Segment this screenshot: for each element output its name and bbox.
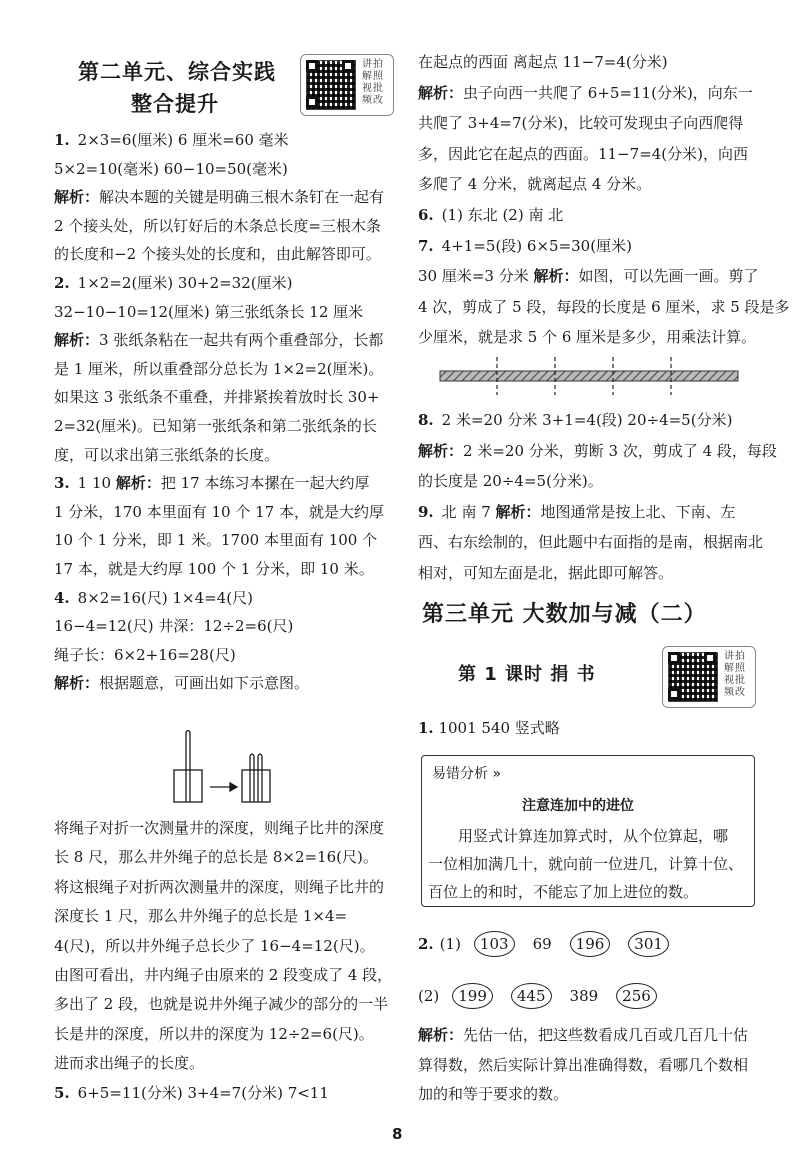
line-text: 2=32(厘米)。已知第一张纸条和第二张纸条的长	[54, 417, 377, 435]
error-analysis-box	[421, 755, 755, 907]
text-line	[418, 1055, 748, 1075]
hatched-strip	[440, 371, 738, 381]
text-line	[54, 936, 375, 956]
line-text: 将绳子对折一次测量井的深度，则绳子比井的深度	[54, 819, 385, 837]
line-text: 6+5=11(分米) 3+4=7(分米) 7<11	[77, 1083, 329, 1102]
line-text: 多爬了 4 分米，就离起点 4 分米。	[418, 175, 652, 194]
text-line	[54, 159, 288, 179]
line-text: 少厘米，就是求 5 个 6 厘米是多少，用乘法计算。	[418, 328, 757, 347]
qr-finder-icon	[342, 60, 354, 72]
question-number: 5.	[54, 1083, 70, 1102]
question-number: 1.	[54, 131, 70, 149]
line-text: 将这根绳子对折两次测量井的深度，则绳子比井的	[54, 877, 385, 896]
line-text: 多出了 2 段，也就是说井外绳子减少的部分的一半	[54, 995, 389, 1014]
text-line	[418, 563, 673, 583]
line-text: 1 分米，170 本里面有 10 个 17 本，就是大约厚	[54, 502, 384, 521]
text-line	[54, 273, 292, 293]
rope-well-diagram	[170, 730, 280, 805]
circled-number: 196	[570, 931, 611, 957]
circled-number: 256	[616, 983, 657, 1009]
text-line	[418, 83, 753, 103]
text-line	[54, 359, 383, 379]
text-line	[418, 502, 736, 522]
analysis-label: 解析：	[115, 474, 161, 493]
arrow	[210, 783, 237, 791]
line-text: 2 个接头处，所以钉好后的木条总长度=三根木条	[54, 216, 381, 235]
unit2-title-line2: 整合提升	[131, 92, 219, 116]
line-text: 解决本题的关键是明确三根木条钉在一起有	[99, 188, 385, 207]
line-text: 多，因此它在起点的西面。11−7=4(分米)，向西	[418, 144, 749, 163]
text-line	[54, 416, 377, 436]
text-line	[54, 244, 381, 264]
page-number: 8	[392, 1125, 403, 1143]
line-text: 的长度是 20÷4=5(分米)。	[418, 472, 603, 491]
line-text: 绳子长：6×2+16=28(尺)	[54, 645, 236, 664]
q2-row	[418, 930, 678, 958]
question-number: 7.	[418, 236, 434, 255]
line-text: 4(尺)，所以井外绳子总长少了 16−4=12(尺)。	[54, 936, 375, 955]
text-line	[54, 502, 384, 522]
text-line	[54, 445, 279, 465]
line-text: 4+1=5(段) 6×5=30(厘米)	[441, 236, 632, 255]
line-text: 2 米=20 分米 3+1=4(段) 20÷4=5(分米)	[441, 411, 733, 429]
plain-number: 69	[532, 935, 552, 953]
qr-caption: 讲拍解照视批频改	[724, 651, 746, 698]
text-line	[54, 847, 378, 867]
line-text: 32−10−10=12(厘米) 第三张纸条长 12 厘米	[54, 302, 364, 321]
line-text: 长 8 尺，那么井外绳子的总长是 8×2=16(尺)。	[54, 848, 378, 867]
plain-number: 389	[569, 987, 599, 1005]
text-line	[54, 1083, 329, 1103]
text-line	[54, 530, 377, 550]
analysis-label: 解析：	[54, 331, 100, 350]
line-text: (1) 东北 (2) 南 北	[441, 206, 564, 224]
text-line	[54, 1053, 204, 1073]
line-text: 根据题意，可画出如下示意图。	[99, 674, 310, 693]
text-line	[54, 645, 236, 665]
line-text: 虫子向西一共爬了 6+5=11(分米)，向东一	[463, 83, 753, 102]
text-line	[54, 187, 384, 207]
line-text: 10 个 1 分米，即 1 米。1700 本里面有 100 个	[54, 531, 378, 550]
qr-caption: 讲拍解照视批频改	[362, 59, 384, 106]
line-text: 4 次，剪成了 5 段，每段的长度是 6 厘米，求 5 段是多	[418, 297, 790, 316]
line-text: 30 厘米=3 分米	[418, 267, 534, 286]
lesson-title: 第 1 课时 捐 书	[458, 664, 596, 685]
text-line	[418, 174, 651, 194]
circled-number: 103	[474, 931, 515, 957]
text-line	[54, 994, 388, 1014]
text-line	[54, 330, 383, 350]
line-text: 北 南 7	[441, 502, 496, 521]
analysis-label: 解析：	[533, 267, 579, 286]
unit3-qr-panel[interactable]	[662, 646, 756, 708]
text-line	[54, 387, 380, 407]
qr-finder-icon	[306, 96, 318, 108]
error-box-title: 注意连加中的进位	[522, 798, 634, 814]
text-line	[54, 965, 392, 985]
qr-finder-icon	[668, 688, 680, 700]
text-line	[418, 144, 748, 164]
text-line	[418, 532, 763, 552]
unit3-title: 第三单元 大数加与减（二）	[422, 602, 707, 627]
text-line	[418, 113, 743, 133]
error-box-header: 易错分析 »	[432, 766, 502, 782]
line-text: 5×2=10(毫米) 60−10=50(毫米)	[54, 159, 288, 178]
line-text: 在起点的西面 离起点 11−7=4(分米)	[418, 53, 668, 71]
qr-finder-icon	[668, 652, 680, 664]
qr-finder-icon	[704, 652, 716, 664]
line-text: 共爬了 3+4=7(分米)，比较可发现虫子向西爬得	[418, 114, 744, 133]
question-number: 3.	[54, 474, 70, 493]
line-text: 长是井的深度，所以井的深度为 12÷2=6(尺)。	[54, 1024, 374, 1043]
q1-num: 1.	[418, 719, 434, 737]
line-text: 如果这 3 张纸条不重叠，并排紧挨着放时长 30+	[54, 388, 380, 407]
error-box-line: 用竖式计算连加算式时，从个位算起，哪	[458, 827, 729, 845]
line-text: 1 10	[77, 474, 116, 493]
line-text: 把 17 本练习本摞在一起大约厚	[160, 474, 370, 493]
q1-text: 1001 540 竖式略	[438, 719, 560, 737]
q1-answer	[418, 718, 560, 738]
text-line	[418, 236, 632, 256]
text-line	[54, 1024, 374, 1044]
q2-part-label: (2)	[418, 987, 440, 1005]
q2-part-label: (1)	[439, 935, 461, 953]
qr-finder-icon	[306, 60, 318, 72]
text-line	[54, 473, 369, 493]
text-line	[418, 52, 668, 72]
line-text: 算得数，然后实际计算出准确得数，看哪几个数相	[418, 1055, 749, 1074]
q2-row	[418, 982, 666, 1010]
line-text: 地图通常是按上北、下南、左	[540, 502, 736, 521]
line-text: 加的和等于要求的数。	[418, 1085, 569, 1103]
question-number: 2.	[418, 935, 434, 953]
text-line	[54, 818, 384, 838]
analysis-label: 解析：	[54, 674, 100, 693]
analysis-label: 解析：	[418, 441, 464, 460]
line-text: 进而求出绳子的长度。	[54, 1054, 205, 1073]
line-text: 2×3=6(厘米) 6 厘米=60 毫米	[77, 131, 289, 149]
text-line	[54, 673, 309, 693]
line-text: 是 1 厘米，所以重叠部分总长为 1×2=2(厘米)。	[54, 359, 384, 378]
text-line	[54, 130, 289, 150]
circled-number: 445	[511, 983, 552, 1009]
text-line	[418, 1025, 748, 1045]
line-text: 相对，可知左面是北，据此即可解答。	[418, 564, 674, 582]
line-text: 由图可看出，井内绳子由原来的 2 段变成了 4 段，	[54, 966, 393, 984]
line-text: 先估一估，把这些数看成几百或几百几十估	[463, 1026, 749, 1044]
text-line	[418, 297, 790, 317]
analysis-label: 解析：	[495, 502, 541, 521]
text-line	[418, 266, 759, 286]
text-line	[418, 1084, 568, 1104]
line-text: 深度长 1 尺，那么井外绳子的总长是 1×4=	[54, 907, 348, 926]
text-line	[418, 327, 756, 347]
text-line	[54, 588, 253, 608]
text-line	[54, 616, 293, 636]
circled-number: 199	[452, 983, 493, 1009]
text-line	[418, 471, 603, 491]
error-box-line: 一位相加满几十，就向前一位进几，计算十位、	[428, 855, 744, 873]
text-line	[54, 302, 363, 322]
text-line	[418, 205, 563, 225]
text-line	[54, 906, 347, 926]
analysis-label: 解析：	[418, 83, 464, 102]
line-text: 如图，可以先画一画。剪了	[578, 267, 759, 286]
text-line	[54, 877, 384, 897]
analysis-label: 解析：	[418, 1026, 464, 1044]
analysis-label: 解析：	[54, 188, 100, 207]
line-text: 8×2=16(尺) 1×4=4(尺)	[77, 588, 253, 607]
line-text: 2 米=20 分米，剪断 3 次，剪成了 4 段，每段	[463, 441, 777, 460]
question-number: 2.	[54, 274, 70, 292]
well-before	[174, 731, 202, 803]
line-text: 西、右东绘制的，但此题中右面指的是南，根据南北	[418, 533, 764, 552]
line-text: 的长度和−2 个接头处的长度和，由此解答即可。	[54, 245, 381, 264]
well-after	[242, 754, 270, 802]
cut-strip-diagram	[436, 355, 748, 399]
text-line	[54, 559, 374, 579]
question-number: 8.	[418, 411, 434, 429]
line-text: 1×2=2(厘米) 30+2=32(厘米)	[77, 274, 293, 292]
question-number: 6.	[418, 206, 434, 224]
circled-number: 301	[628, 931, 669, 957]
line-text: 17 本，就是大约厚 100 个 1 分米，即 10 米。	[54, 560, 374, 578]
question-number: 9.	[418, 502, 434, 521]
line-text: 度，可以求出第三张纸条的长度。	[54, 445, 280, 464]
error-box-line: 百位上的和时，不能忘了加上进位的数。	[428, 883, 699, 901]
text-line	[418, 441, 777, 461]
text-line	[54, 216, 381, 236]
line-text: 3 张纸条粘在一起共有两个重叠部分，长都	[99, 331, 384, 350]
unit2-qr-panel[interactable]	[300, 54, 394, 116]
line-text: 16−4=12(尺) 井深：12÷2=6(尺)	[54, 617, 294, 636]
unit2-title-line1: 第二单元、综合实践	[78, 60, 276, 84]
text-line	[418, 410, 732, 430]
question-number: 4.	[54, 588, 70, 607]
